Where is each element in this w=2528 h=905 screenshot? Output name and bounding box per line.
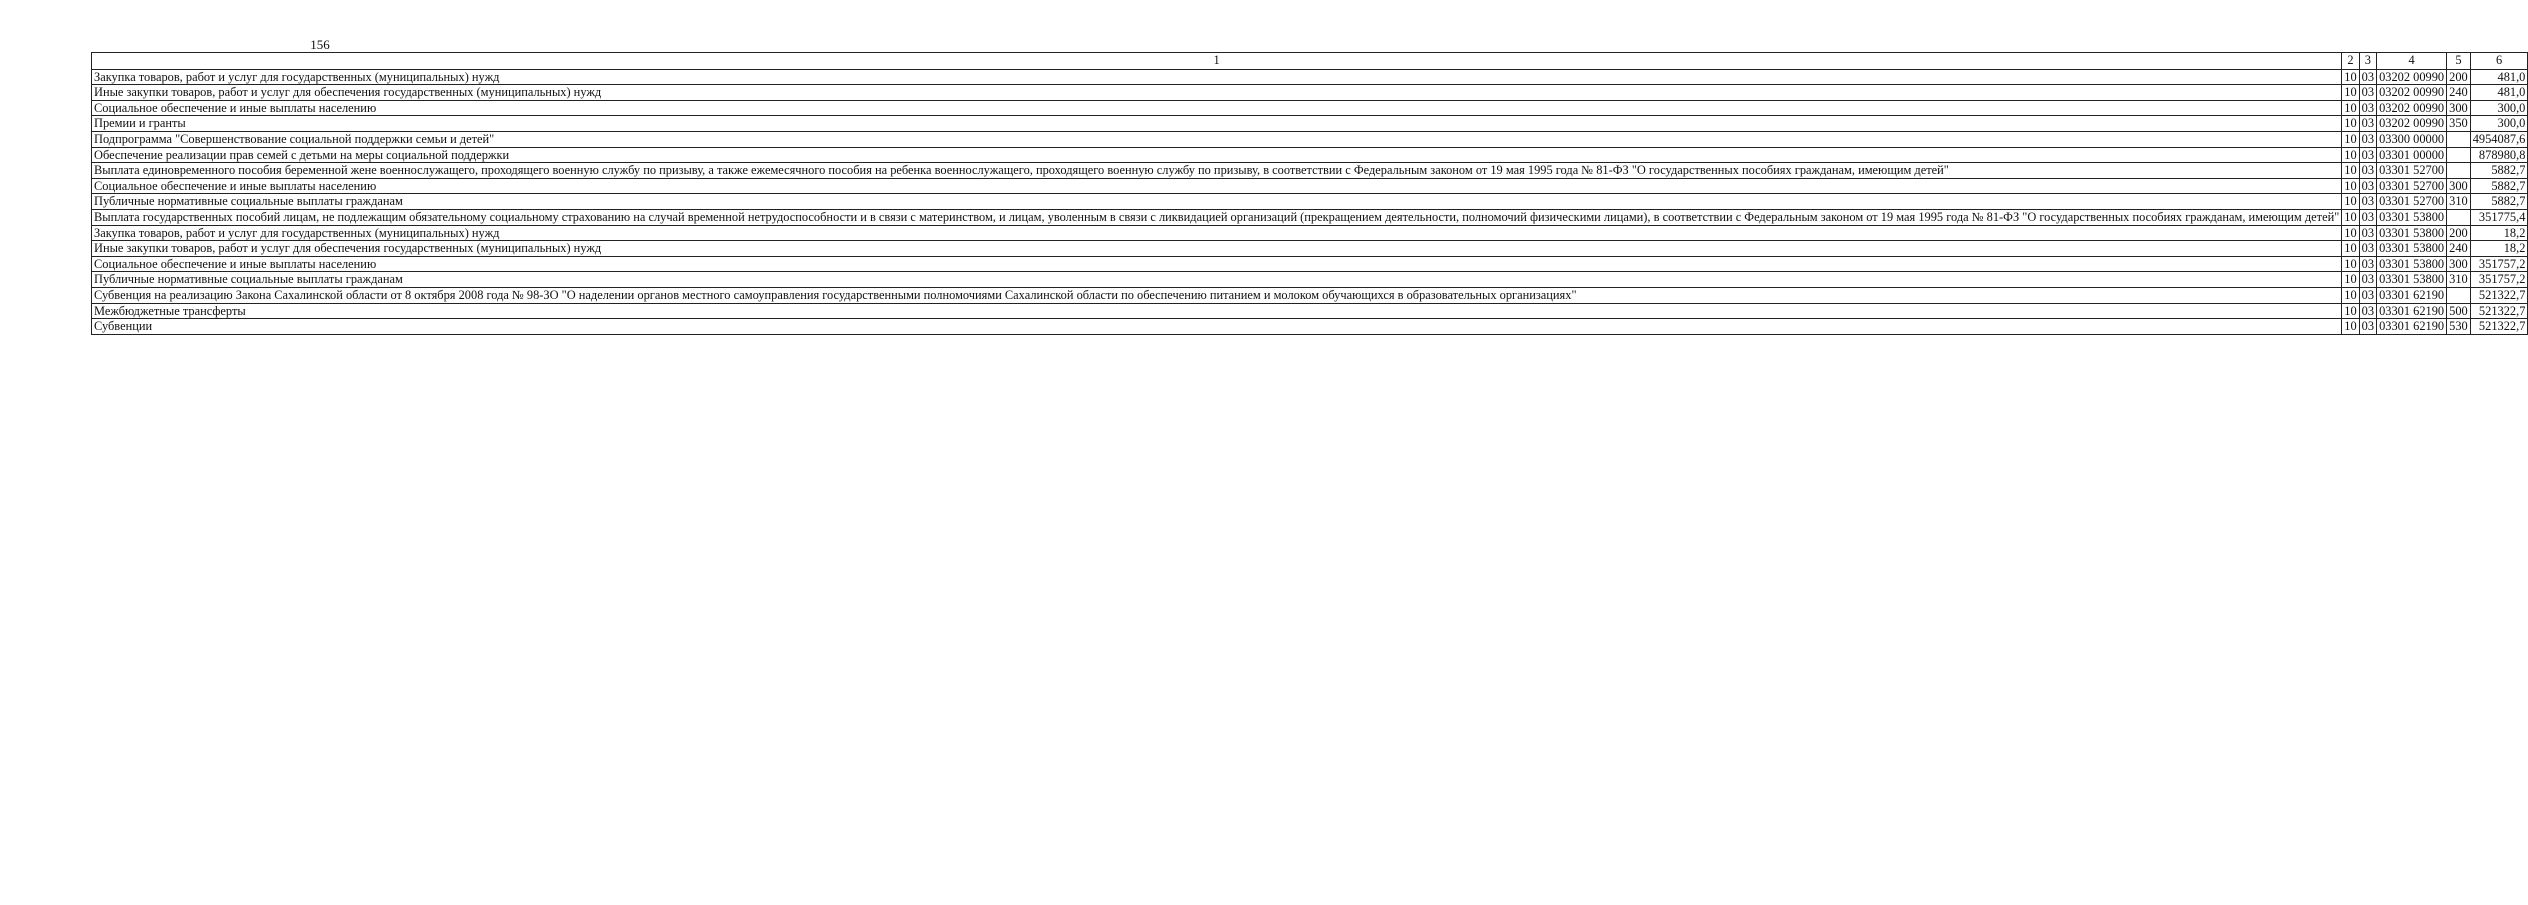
target-article-code: 03202 00990 <box>2377 69 2447 85</box>
table-row <box>92 319 2528 335</box>
expense-type-code: 300 <box>2447 256 2471 272</box>
item-name: Иные закупки товаров, работ и услуг для обеспечения государственных (муниципальных) нужд <box>92 85 2342 101</box>
section-code: 10 <box>2342 163 2359 179</box>
header-col-5: 5 <box>2447 53 2471 70</box>
expense-type-code: 200 <box>2447 225 2471 241</box>
target-article-code: 03301 52700 <box>2377 194 2447 210</box>
subsection-code: 03 <box>2359 100 2376 116</box>
expense-type-code <box>2447 163 2471 179</box>
item-name: Социальное обеспечение и иные выплаты населению <box>92 256 2342 272</box>
table-row <box>92 85 2528 101</box>
target-article-code: 03301 53800 <box>2377 272 2447 288</box>
amount: 18,2 <box>2470 225 2528 241</box>
table-row <box>92 287 2528 303</box>
table-row <box>92 178 2528 194</box>
target-article-code: 03301 52700 <box>2377 163 2447 179</box>
table-row <box>92 209 2528 225</box>
section-code: 10 <box>2342 319 2359 335</box>
subsection-code: 03 <box>2359 116 2376 132</box>
header-col-4: 4 <box>2377 53 2447 70</box>
table-row <box>92 147 2528 163</box>
target-article-code: 03202 00990 <box>2377 100 2447 116</box>
target-article-code: 03301 53800 <box>2377 256 2447 272</box>
expense-type-code: 310 <box>2447 272 2471 288</box>
item-name: Обеспечение реализации прав семей с детьми на меры социальной поддержки <box>92 147 2342 163</box>
target-article-code: 03301 00000 <box>2377 147 2447 163</box>
amount: 5882,7 <box>2470 178 2528 194</box>
amount: 351775,4 <box>2470 209 2528 225</box>
section-code: 10 <box>2342 100 2359 116</box>
item-name: Социальное обеспечение и иные выплаты населению <box>92 178 2342 194</box>
amount: 878980,8 <box>2470 147 2528 163</box>
header-col-2: 2 <box>2342 53 2359 70</box>
amount: 521322,7 <box>2470 319 2528 335</box>
section-code: 10 <box>2342 225 2359 241</box>
amount: 5882,7 <box>2470 194 2528 210</box>
item-name: Публичные нормативные социальные выплаты гражданам <box>92 194 2342 210</box>
item-name: Закупка товаров, работ и услуг для государственных (муниципальных) нужд <box>92 225 2342 241</box>
table-row <box>92 272 2528 288</box>
subsection-code: 03 <box>2359 147 2376 163</box>
table-header-row <box>92 53 2528 70</box>
item-name: Публичные нормативные социальные выплаты гражданам <box>92 272 2342 288</box>
expense-type-code: 240 <box>2447 241 2471 257</box>
subsection-code: 03 <box>2359 287 2376 303</box>
item-name: Иные закупки товаров, работ и услуг для обеспечения государственных (муниципальных) нужд <box>92 241 2342 257</box>
item-name: Межбюджетные трансферты <box>92 303 2342 319</box>
subsection-code: 03 <box>2359 256 2376 272</box>
subsection-code: 03 <box>2359 303 2376 319</box>
page-number: 156 <box>310 37 330 52</box>
section-code: 10 <box>2342 69 2359 85</box>
amount: 521322,7 <box>2470 303 2528 319</box>
item-name: Выплата единовременного пособия беременной жене военнослужащего, проходящего военную службу по призыву, а также ежемесячного пособия на ребенка военнослужащего, проходящего военную службу по призыву, в соответствии с Федеральным законом от 19 мая 1995 года № 81-ФЗ "О государственных пособиях гражданам, имеющим детей" <box>92 163 2342 179</box>
table-row <box>92 225 2528 241</box>
amount: 18,2 <box>2470 241 2528 257</box>
subsection-code: 03 <box>2359 163 2376 179</box>
header-col-3: 3 <box>2359 53 2376 70</box>
target-article-code: 03301 53800 <box>2377 225 2447 241</box>
target-article-code: 03202 00990 <box>2377 116 2447 132</box>
table-row <box>92 100 2528 116</box>
expense-type-code <box>2447 209 2471 225</box>
section-code: 10 <box>2342 116 2359 132</box>
target-article-code: 03301 62190 <box>2377 303 2447 319</box>
expense-type-code <box>2447 287 2471 303</box>
table-row <box>92 256 2528 272</box>
expense-type-code: 350 <box>2447 116 2471 132</box>
table-row <box>92 163 2528 179</box>
table-row <box>92 116 2528 132</box>
expense-type-code: 500 <box>2447 303 2471 319</box>
item-name: Субвенция на реализацию Закона Сахалинской области от 8 октября 2008 года № 98-ЗО "О наделении органов местного самоуправления государственными полномочиями Сахалинской области по обеспечению питанием и молоком обучающихся в образовательных организациях" <box>92 287 2342 303</box>
amount: 351757,2 <box>2470 272 2528 288</box>
section-code: 10 <box>2342 147 2359 163</box>
amount: 521322,7 <box>2470 287 2528 303</box>
target-article-code: 03202 00990 <box>2377 85 2447 101</box>
target-article-code: 03300 00000 <box>2377 131 2447 147</box>
target-article-code: 03301 52700 <box>2377 178 2447 194</box>
expense-type-code: 200 <box>2447 69 2471 85</box>
amount: 300,0 <box>2470 116 2528 132</box>
subsection-code: 03 <box>2359 319 2376 335</box>
header-col-6: 6 <box>2470 53 2528 70</box>
section-code: 10 <box>2342 272 2359 288</box>
expense-type-code <box>2447 131 2471 147</box>
table-row <box>92 241 2528 257</box>
section-code: 10 <box>2342 287 2359 303</box>
amount: 351757,2 <box>2470 256 2528 272</box>
expense-type-code: 240 <box>2447 85 2471 101</box>
subsection-code: 03 <box>2359 209 2376 225</box>
expense-type-code <box>2447 147 2471 163</box>
target-article-code: 03301 53800 <box>2377 241 2447 257</box>
section-code: 10 <box>2342 256 2359 272</box>
target-article-code: 03301 62190 <box>2377 287 2447 303</box>
subsection-code: 03 <box>2359 131 2376 147</box>
item-name: Социальное обеспечение и иные выплаты населению <box>92 100 2342 116</box>
section-code: 10 <box>2342 131 2359 147</box>
budget-table <box>91 52 2528 335</box>
amount: 481,0 <box>2470 85 2528 101</box>
subsection-code: 03 <box>2359 194 2376 210</box>
expense-type-code: 530 <box>2447 319 2471 335</box>
subsection-code: 03 <box>2359 272 2376 288</box>
table-row <box>92 303 2528 319</box>
table-row <box>92 194 2528 210</box>
item-name: Выплата государственных пособий лицам, не подлежащим обязательному социальному страхованию на случай временной нетрудоспособности и в связи с материнством, и лицам, уволенным в связи с ликвидацией организаций (прекращением деятельности, полномочий физическими лицами), в соответствии с Федеральным законом от 19 мая 1995 года № 81-ФЗ "О государственных пособиях гражданам, имеющим детей" <box>92 209 2342 225</box>
section-code: 10 <box>2342 241 2359 257</box>
table-body <box>92 69 2528 334</box>
header-col-1: 1 <box>92 53 2342 70</box>
section-code: 10 <box>2342 178 2359 194</box>
item-name: Подпрограмма "Совершенствование социальной поддержки семьи и детей" <box>92 131 2342 147</box>
amount: 300,0 <box>2470 100 2528 116</box>
amount: 481,0 <box>2470 69 2528 85</box>
table-row <box>92 69 2528 85</box>
subsection-code: 03 <box>2359 225 2376 241</box>
target-article-code: 03301 53800 <box>2377 209 2447 225</box>
subsection-code: 03 <box>2359 241 2376 257</box>
section-code: 10 <box>2342 209 2359 225</box>
amount: 4954087,6 <box>2470 131 2528 147</box>
item-name: Закупка товаров, работ и услуг для государственных (муниципальных) нужд <box>92 69 2342 85</box>
section-code: 10 <box>2342 303 2359 319</box>
amount: 5882,7 <box>2470 163 2528 179</box>
subsection-code: 03 <box>2359 69 2376 85</box>
expense-type-code: 300 <box>2447 178 2471 194</box>
section-code: 10 <box>2342 85 2359 101</box>
table-row <box>92 131 2528 147</box>
subsection-code: 03 <box>2359 178 2376 194</box>
target-article-code: 03301 62190 <box>2377 319 2447 335</box>
expense-type-code: 310 <box>2447 194 2471 210</box>
subsection-code: 03 <box>2359 85 2376 101</box>
expense-type-code: 300 <box>2447 100 2471 116</box>
section-code: 10 <box>2342 194 2359 210</box>
item-name: Субвенции <box>92 319 2342 335</box>
item-name: Премии и гранты <box>92 116 2342 132</box>
